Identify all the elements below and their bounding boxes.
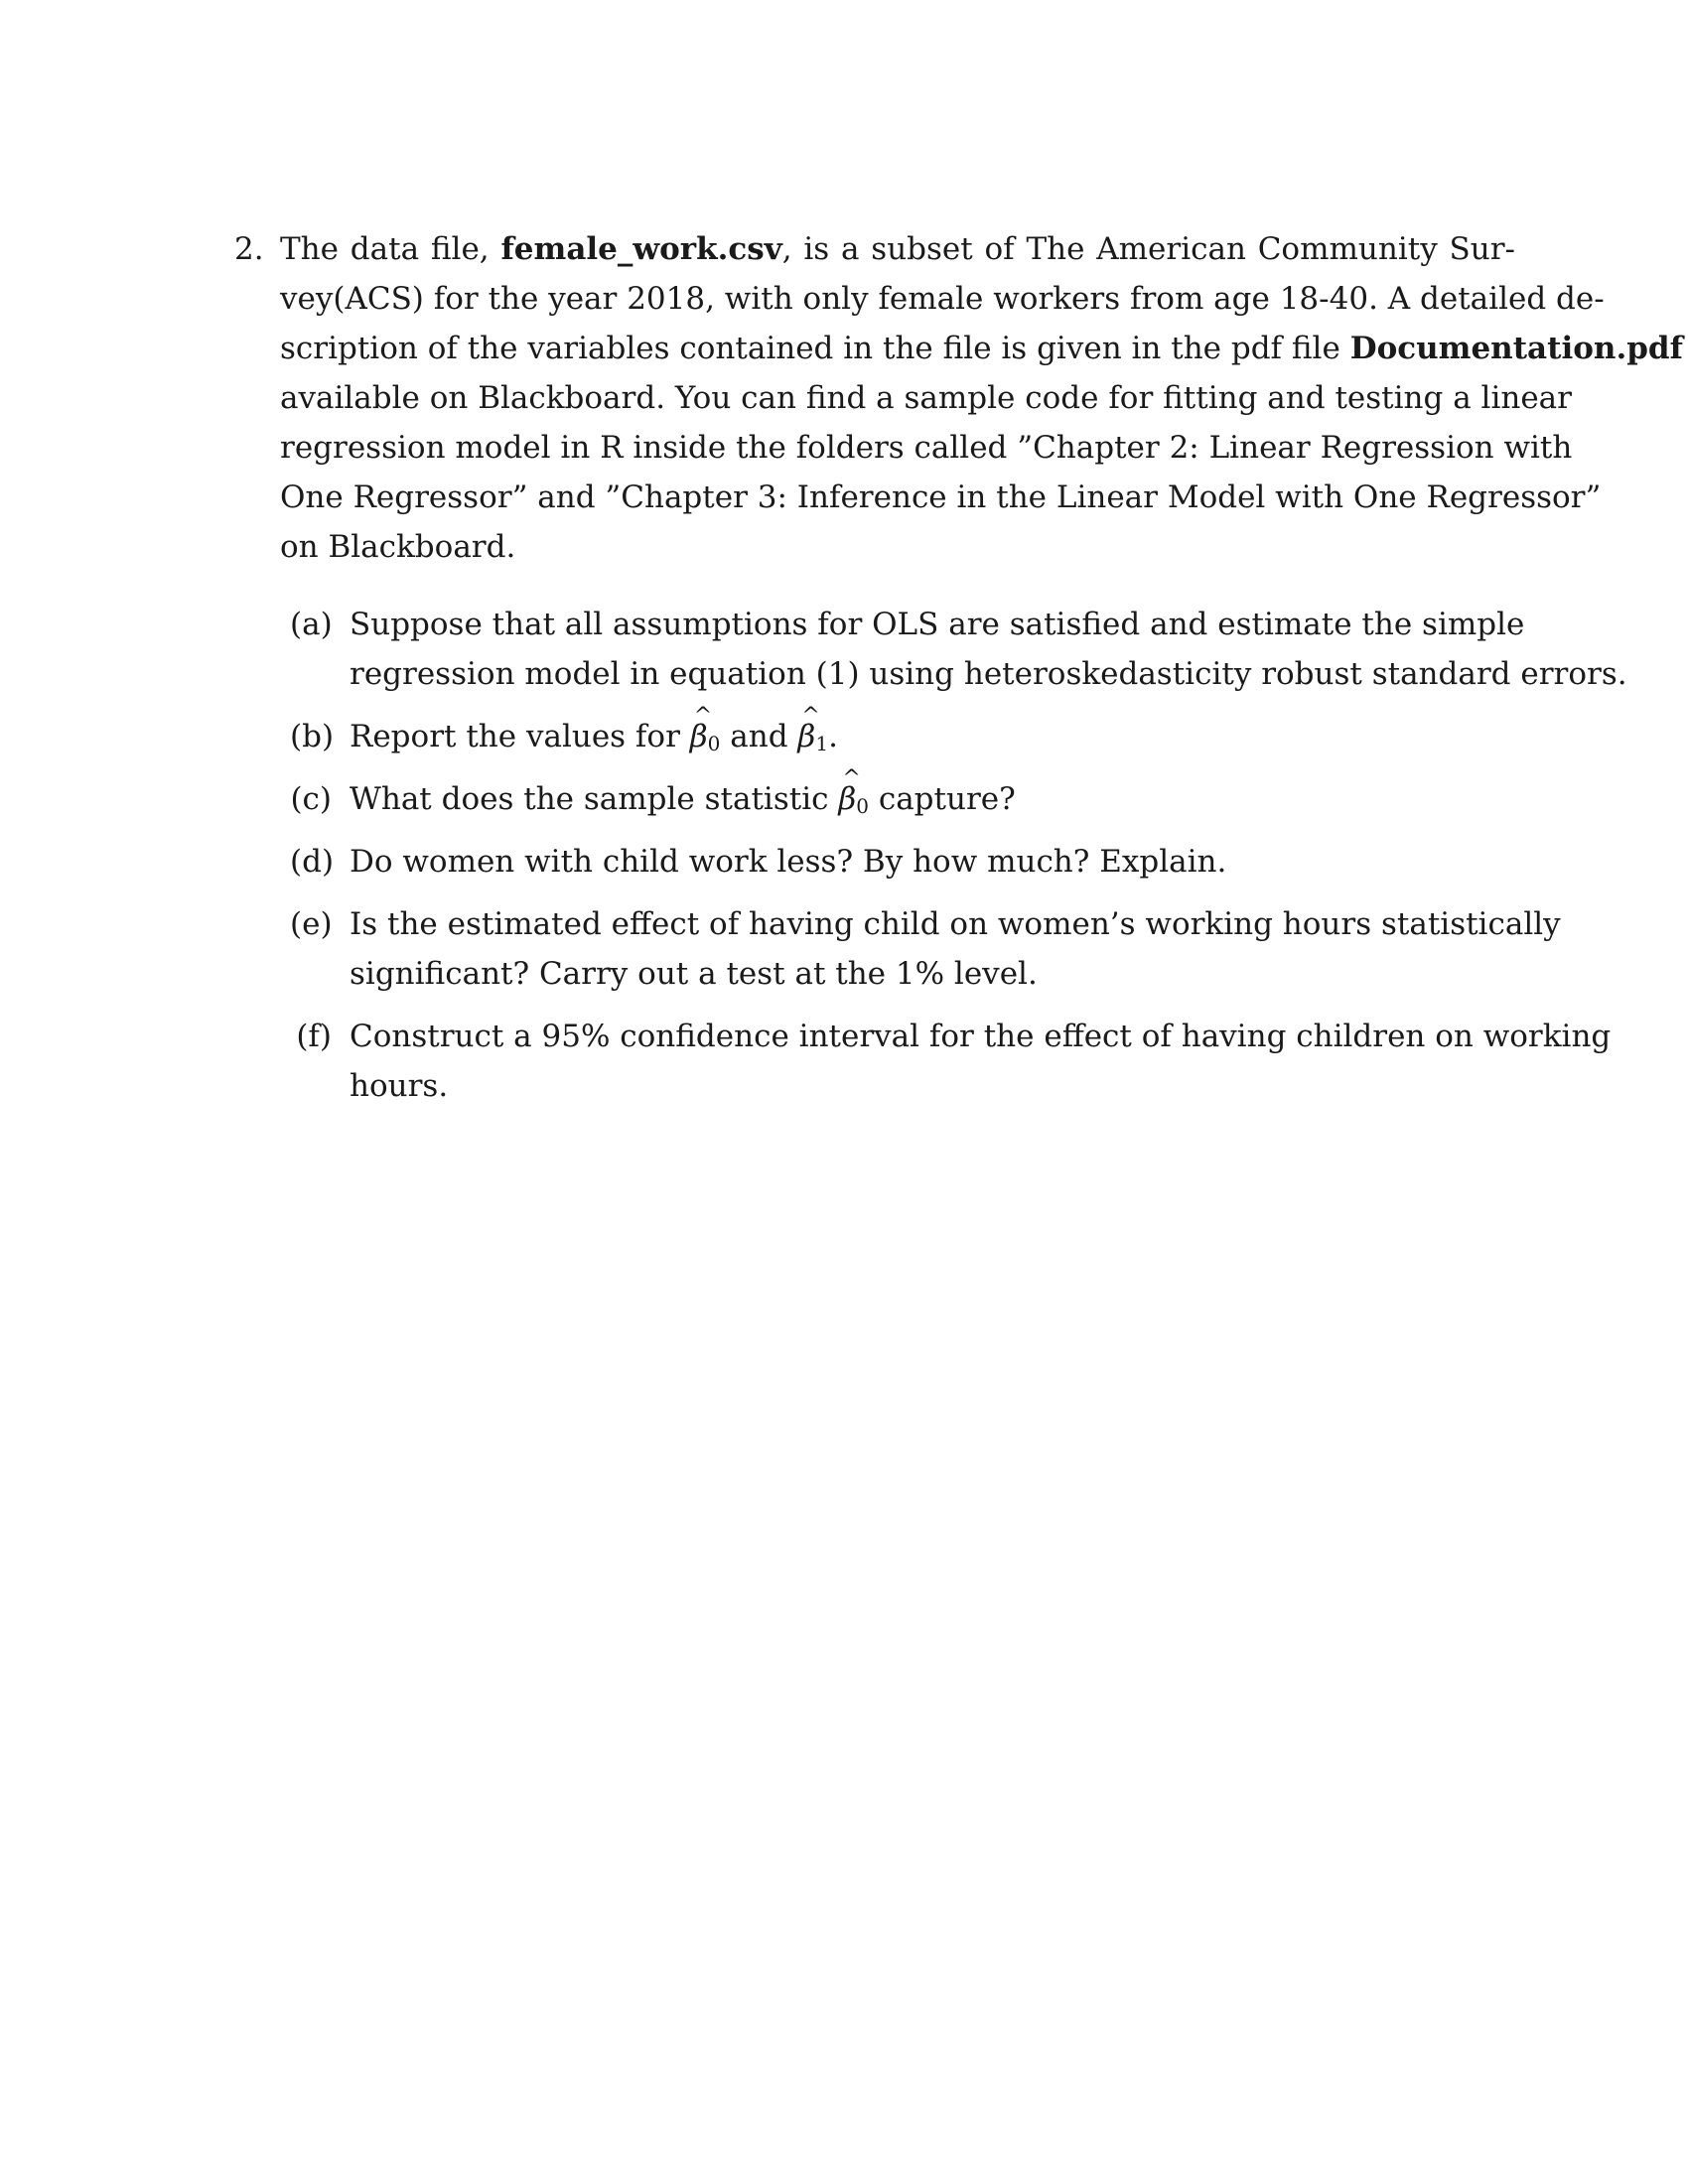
subquestion-label: (b) xyxy=(290,719,335,754)
statement-line-3 xyxy=(280,324,1683,373)
beta-symbol: ^ β xyxy=(838,774,856,824)
subquestion-label: (e) xyxy=(290,906,333,942)
subquestion-text xyxy=(350,774,1515,824)
statement-line-6: One Regressor” and ”Chapter 3: Inference in the Linear Model with One Regressor” xyxy=(280,479,1602,515)
problem-2 xyxy=(234,224,1683,1124)
statement-line-2: vey(ACS) for the year 2018, with only female workers from age 18-40. A detailed de- xyxy=(280,281,1605,317)
beta1-hat-symbol xyxy=(797,719,828,754)
subquestion-c xyxy=(290,774,1515,824)
subscript: 0 xyxy=(707,732,721,755)
subquestion-text: Is the estimated effect of having child on women’s working hours statistically xyxy=(350,906,1561,942)
statement-line-5: regression model in R inside the folders called ”Chapter 2: Linear Regression with xyxy=(280,430,1573,466)
data-file-name: female_work.csv xyxy=(500,231,782,267)
subquestion-text-fragment: . xyxy=(828,719,838,754)
subquestion-text-fragment: What does the sample statistic xyxy=(350,781,839,817)
subquestion-label: (c) xyxy=(290,781,332,817)
documentation-file-name: Documentation.pdf xyxy=(1349,331,1683,366)
beta-symbol: ^ β xyxy=(690,712,708,761)
subquestion-text-fragment: and xyxy=(720,719,798,754)
subquestion-text xyxy=(350,712,1515,761)
statement-text: The data file, xyxy=(280,231,501,267)
subquestion-label: (d) xyxy=(290,844,335,880)
statement-line-1 xyxy=(280,224,1515,274)
beta0-hat-symbol xyxy=(838,781,869,817)
beta0-hat-symbol xyxy=(690,719,721,754)
subquestion-text-fragment: Report the values for xyxy=(350,719,690,754)
statement-text: scription of the variables contained in the file is given in the pdf file xyxy=(280,331,1350,366)
subquestion-a xyxy=(290,600,1627,699)
subquestion-text: significant? Carry out a test at the 1% level. xyxy=(350,956,1038,992)
subquestion-text: hours. xyxy=(350,1068,449,1104)
subquestion-text: Construct a 95% confidence interval for the effect of having children on working xyxy=(350,1019,1612,1054)
subquestion-text-fragment: capture? xyxy=(868,781,1016,817)
statement-line-4: available on Blackboard. You can find a sample code for fitting and testing a linear xyxy=(280,380,1572,416)
problem-statement xyxy=(280,224,1683,1111)
subquestion-text: Suppose that all assumptions for OLS are satisfied and estimate the simple xyxy=(350,607,1525,642)
subquestion-b xyxy=(290,712,1515,761)
subquestion-text: Do women with child work less? By how much? Explain. xyxy=(350,844,1227,880)
statement-line-7: on Blackboard. xyxy=(280,529,516,565)
problem-number: 2. xyxy=(234,231,264,267)
subquestion-f xyxy=(296,1012,1612,1111)
subquestion-list xyxy=(280,600,1627,1111)
subquestion-e xyxy=(290,899,1561,999)
subquestion-d xyxy=(290,837,1515,887)
beta-symbol: ^ β xyxy=(797,712,815,761)
subscript: 0 xyxy=(856,794,869,818)
subquestion-label: (f) xyxy=(296,1019,332,1054)
statement-text: , is a subset of The American Community Sur- xyxy=(781,231,1516,267)
subquestion-text: regression model in equation (1) using heteroskedasticity robust standard errors. xyxy=(350,656,1627,692)
subquestion-label: (a) xyxy=(290,607,333,642)
subscript: 1 xyxy=(815,732,829,755)
